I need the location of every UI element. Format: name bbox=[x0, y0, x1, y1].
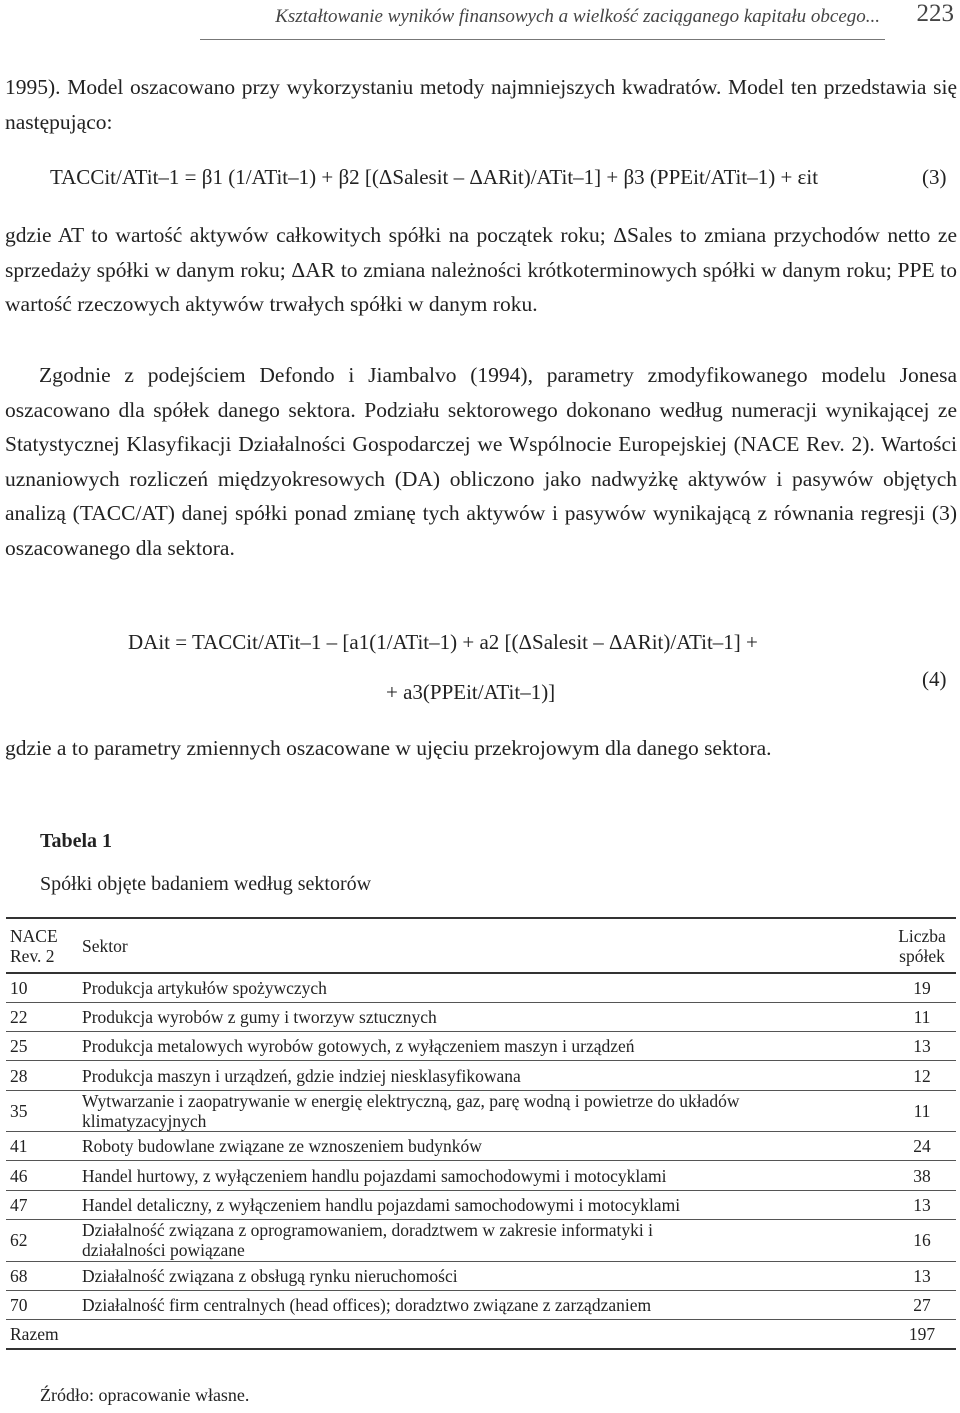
table-row bbox=[6, 1132, 956, 1161]
cell-count: 11 bbox=[913, 1006, 931, 1027]
cell-nace: 35 bbox=[10, 1100, 28, 1121]
running-title: Kształtowanie wyników finansowych a wielkość zaciąganego kapitału obcego... bbox=[275, 6, 880, 27]
cell-count: 11 bbox=[913, 1100, 931, 1121]
running-header bbox=[0, 0, 960, 40]
cell-sector: Działalność związana z obsługą rynku nieruchomości bbox=[82, 1265, 458, 1286]
table-source: Źródło: opracowanie własne. bbox=[40, 1385, 250, 1405]
cell-nace: 47 bbox=[10, 1194, 28, 1215]
cell-nace: 62 bbox=[10, 1230, 28, 1251]
sector-table bbox=[6, 917, 956, 1350]
table-header-row bbox=[6, 918, 956, 973]
table-row bbox=[6, 1261, 956, 1290]
table-row bbox=[6, 1190, 956, 1219]
cell-nace: 41 bbox=[10, 1136, 28, 1157]
cell-nace: 22 bbox=[10, 1006, 28, 1027]
cell-nace: 70 bbox=[10, 1295, 28, 1316]
cell-sector: Produkcja metalowych wyrobów gotowych, z wyłączeniem maszyn i urządzeń bbox=[82, 1036, 635, 1057]
equation-4-number: (4) bbox=[922, 667, 947, 691]
header-rule bbox=[200, 39, 885, 40]
equation-3-text: TACCit/ATit–1 = β1 (1/ATit–1) + β2 [(ΔSalesit – ΔARit)/ATit–1] + β3 (PPEit/ATit–1) + εit bbox=[50, 165, 819, 189]
table-label: Tabela 1 bbox=[40, 830, 113, 852]
cell-count: 13 bbox=[913, 1036, 931, 1057]
table-row bbox=[6, 1220, 956, 1262]
table-row bbox=[6, 1161, 956, 1190]
table-row bbox=[6, 1002, 956, 1031]
total-label: Razem bbox=[10, 1323, 59, 1344]
table-row bbox=[6, 973, 956, 1002]
table-row bbox=[6, 1290, 956, 1319]
cell-nace: 28 bbox=[10, 1065, 28, 1086]
cell-sector: Produkcja wyrobów z gumy i tworzyw sztucznych bbox=[82, 1006, 437, 1027]
definitions-paragraph: gdzie AT to wartość aktywów całkowitych spółki na początek roku; ΔSales to zmiana przychodów netto ze sprzedaży spółki w danym roku; ΔAR to zmiana należności krótkoterminowych spółki w danym roku; PPE to wartość rzeczowych aktywów trwałych spółki w danym roku. bbox=[5, 223, 957, 316]
cell-sector: Handel detaliczny, z wyłączeniem handlu pojazdami samochodowymi i motocyklami bbox=[82, 1194, 681, 1215]
cell-sector: Produkcja maszyn i urządzeń, gdzie indziej niesklasyfikowana bbox=[82, 1065, 521, 1086]
table-row bbox=[6, 1061, 956, 1090]
cell-sector: Produkcja artykułów spożywczych bbox=[82, 977, 327, 998]
header-nace: NACE Rev. 2 bbox=[10, 925, 58, 966]
cell-nace: 10 bbox=[10, 977, 28, 998]
main-paragraph: Zgodnie z podejściem Defondo i Jiambalvo (1994), parametry zmodyfikowanego modelu Jonesa oszacowano dla spółek danego sektora. Podziału sektorowego dokonano według numeracji wynikającej ze Statystycznej Klasyfikacji Działalności Gospodarczej we Wspólnocie Europejskiej (NACE Rev. 2). Wartości uznaniowych rozliczeń międzyokresowych (DA) obliczono jako nadwyżkę aktywów i pasywów objętych analizą (TACC/AT) danej spółki ponad zmianę tych aktywów i pasywów wynikającą z równania regresji (3) oszacowanego dla sektora. bbox=[5, 363, 957, 560]
cell-count: 16 bbox=[913, 1230, 931, 1251]
table-row bbox=[6, 1032, 956, 1061]
cell-sector: Działalność związana z oprogramowaniem, doradztwem w zakresie informatyki i działalności powiązane bbox=[82, 1220, 653, 1261]
header-sector: Sektor bbox=[82, 935, 128, 956]
cell-count: 24 bbox=[913, 1136, 931, 1157]
cell-count: 12 bbox=[913, 1065, 931, 1086]
cell-sector: Handel hurtowy, z wyłączeniem handlu pojazdami samochodowymi i motocyklami bbox=[82, 1165, 667, 1186]
cell-count: 27 bbox=[913, 1295, 931, 1316]
equation-4-line2: + a3(PPEit/ATit–1)] bbox=[386, 680, 556, 704]
equation-3-number: (3) bbox=[922, 165, 947, 189]
table-row bbox=[6, 1090, 956, 1132]
page-number: 223 bbox=[916, 0, 954, 27]
table-total-row bbox=[6, 1320, 956, 1349]
table-caption: Spółki objęte badaniem według sektorów bbox=[40, 873, 372, 895]
equation-3 bbox=[50, 165, 818, 190]
cell-sector: Wytwarzanie i zaopatrywanie w energię elektryczną, gaz, parę wodną i powietrze do układów klimatyzacyjnych bbox=[82, 1090, 740, 1131]
total-count: 197 bbox=[908, 1323, 936, 1344]
cell-sector: Działalność firm centralnych (head offices); doradztwo związane z zarządzaniem bbox=[82, 1295, 652, 1316]
header-count: Liczba spółek bbox=[898, 925, 946, 966]
cell-nace: 25 bbox=[10, 1036, 28, 1057]
cell-count: 38 bbox=[913, 1165, 931, 1186]
intro-paragraph: 1995). Model oszacowano przy wykorzystaniu metody najmniejszych kwadratów. Model ten przedstawia się następująco: bbox=[5, 75, 957, 134]
parameters-paragraph: gdzie a to parametry zmiennych oszacowane w ujęciu przekrojowym dla danego sektora. bbox=[5, 736, 772, 760]
cell-count: 13 bbox=[913, 1194, 931, 1215]
cell-nace: 68 bbox=[10, 1265, 28, 1286]
cell-count: 13 bbox=[913, 1265, 931, 1286]
cell-nace: 46 bbox=[10, 1165, 28, 1186]
equation-4-line1: DAit = TACCit/ATit–1 – [a1(1/ATit–1) + a2 [(ΔSalesit – ΔARit)/ATit–1] + bbox=[128, 630, 758, 654]
cell-sector: Roboty budowlane związane ze wznoszeniem budynków bbox=[82, 1136, 482, 1157]
cell-count: 19 bbox=[913, 977, 931, 998]
